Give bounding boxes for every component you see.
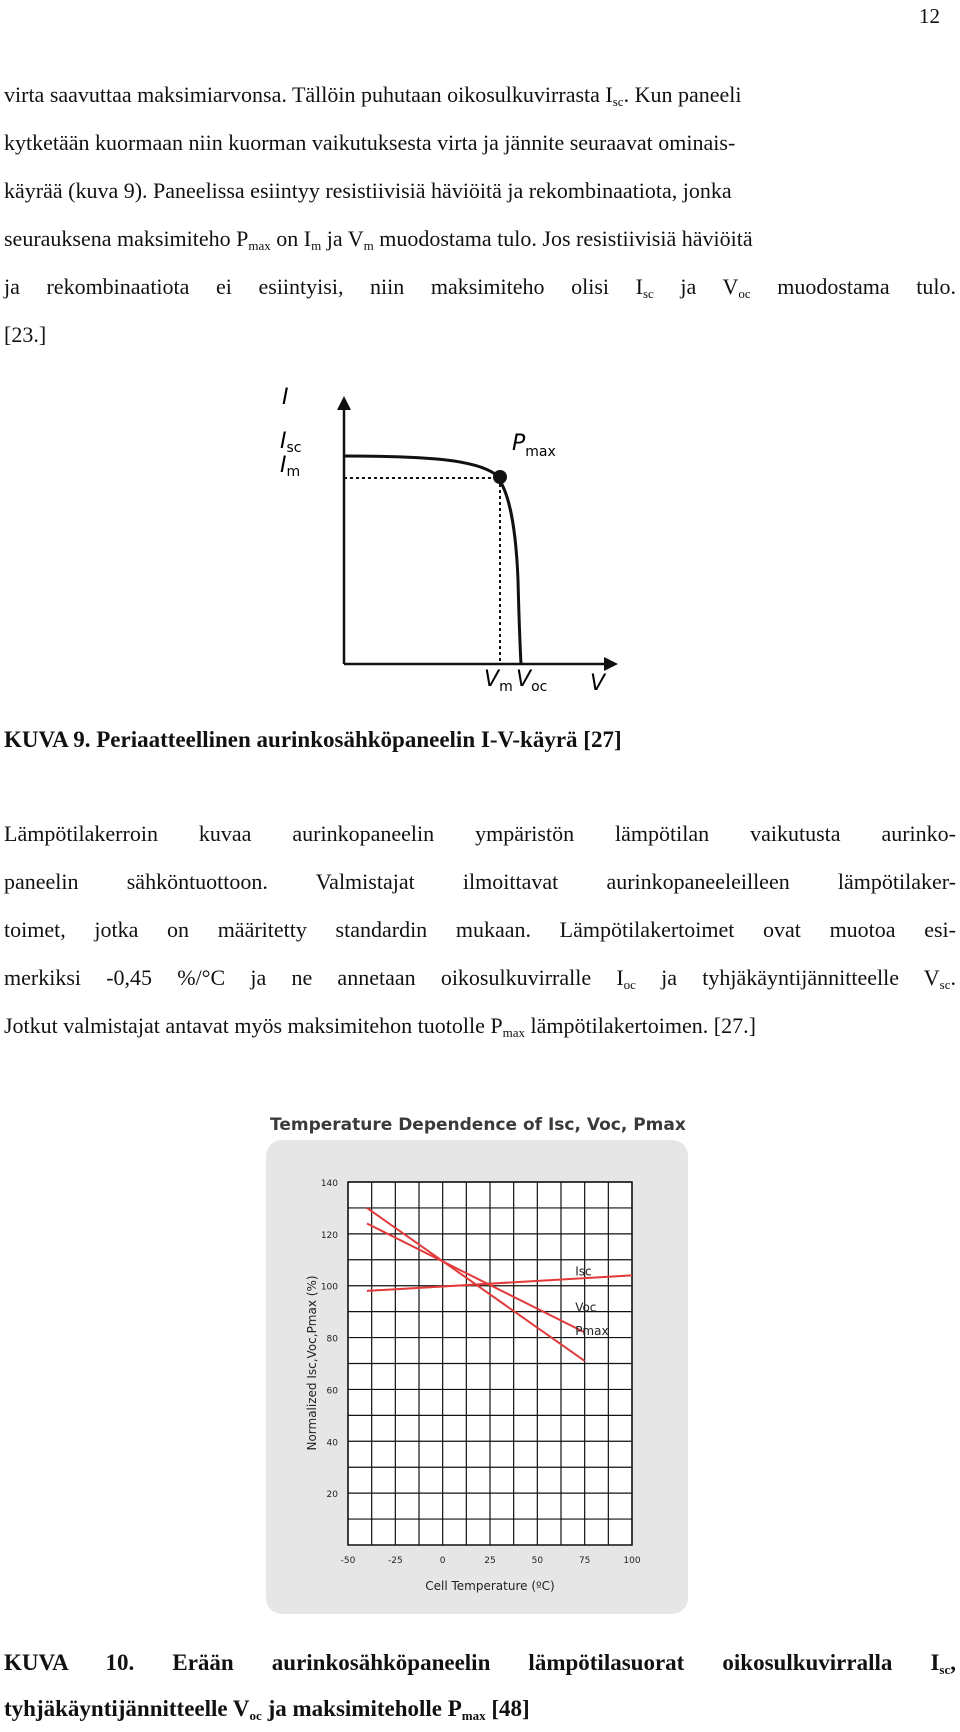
voc-label: $V_{oc}$ bbox=[516, 667, 548, 695]
im-label: Im bbox=[280, 453, 301, 480]
y-tick-label: 120 bbox=[320, 1230, 338, 1241]
isc-label: Isc bbox=[280, 429, 302, 456]
page-number: 12 bbox=[919, 4, 940, 28]
i-axis-label: I bbox=[282, 385, 289, 410]
y-tick-label: 20 bbox=[326, 1490, 338, 1501]
y-tick-label: 100 bbox=[320, 1282, 338, 1293]
x-tick-label: -50 bbox=[340, 1556, 356, 1566]
x-tick-label: 0 bbox=[439, 1556, 446, 1566]
figure-9-caption: KUVA 9. Periaatteellinen aurinkosähköpaneelin I-V-käyrä [27] bbox=[4, 727, 622, 752]
paragraph-temperature-coefficient: Lämpötilakerroin kuvaa aurinkopaneelin ympäristön lämpötilan vaikutusta aurinko- paneelin sähköntuottoon. Valmistajat ilmoittavat aurinkopaneeleilleen lämpötilaker- toimet, jotka on määritetty standardin mukaan. Lämpötilakertoimet ovat muotoa esi- merkiksi -0,45 %/°C ja ne annetaan oikosulkuvirralle $I_{oc}$ ja tyhjäkäyntijännitteelle $V_{sc}$. Jotkut valmistajat antavat myös maksimitehon tuotolle $P_{max}$ lämpötilakertoimen. [27.] bbox=[4, 821, 957, 1040]
chart-y-axis-label: Normalized Isc,Voc,Pmax (%) bbox=[305, 1275, 319, 1451]
x-tick-label: -25 bbox=[387, 1556, 403, 1566]
chart-x-axis-label: Cell Temperature (ºC) bbox=[425, 1579, 555, 1593]
y-tick-label: 60 bbox=[326, 1386, 338, 1397]
series-label-pmax: Pmax bbox=[575, 1323, 609, 1338]
x-tick-label: 50 bbox=[531, 1556, 544, 1566]
iv-curve bbox=[344, 456, 521, 664]
x-axis-arrow bbox=[604, 657, 618, 671]
x-tick-label: 100 bbox=[623, 1556, 641, 1566]
figure-10-caption: KUVA 10. Erään aurinkosähköpaneelin lämpötilasuorat oikosulkuvirralla $I_{sc}$, tyhjäkäyntijännitteelle $V_{oc}$ ja maksimiteholle $P_{max}$ [48] bbox=[4, 1650, 956, 1723]
vm-label: $V_m$ bbox=[484, 667, 513, 695]
y-tick-label: 40 bbox=[326, 1438, 338, 1449]
iv-axes bbox=[344, 402, 612, 664]
paragraph-iv-curve: virta saavuttaa maksimiarvonsa. Tällöin puhutaan oikosulkuvirrasta $I_{sc}$. Kun paneeli kytketään kuormaan niin kuorman vaikutuksesta virta ja jännite seuraavat ominais- käyrää (kuva 9). Paneelissa esiintyy resistiivisiä häviöitä ja rekombinaatiota, jonka seurauksena maksimiteho $P_{max}$ on $I_m$ ja $V_m$ muodostama tulo. Jos resistiivisiä häviöitä ja rekombinaatiota ei esiintyisi, niin maksimiteho olisi $I_{sc}$ ja $V_{oc}$ muodostama tulo. [23.] bbox=[4, 82, 956, 347]
y-tick-label: 140 bbox=[320, 1179, 338, 1189]
pmax-label: $P_{max}$ bbox=[512, 431, 556, 460]
x-tick-label: 25 bbox=[484, 1556, 496, 1566]
series-label-isc: Isc bbox=[575, 1264, 592, 1279]
v-axis-label: V bbox=[590, 671, 606, 696]
y-axis-arrow bbox=[337, 396, 351, 410]
pmax-point bbox=[493, 470, 507, 484]
series-label-voc: Voc bbox=[575, 1300, 597, 1315]
y-tick-label: 80 bbox=[326, 1334, 338, 1345]
iv-curve-figure bbox=[280, 380, 670, 700]
chart-title: Temperature Dependence of Isc, Voc, Pmax bbox=[270, 1115, 686, 1135]
iv-dashed-lines bbox=[344, 478, 500, 664]
temperature-dependence-chart bbox=[250, 1100, 700, 1620]
x-tick-label: 75 bbox=[578, 1556, 591, 1566]
